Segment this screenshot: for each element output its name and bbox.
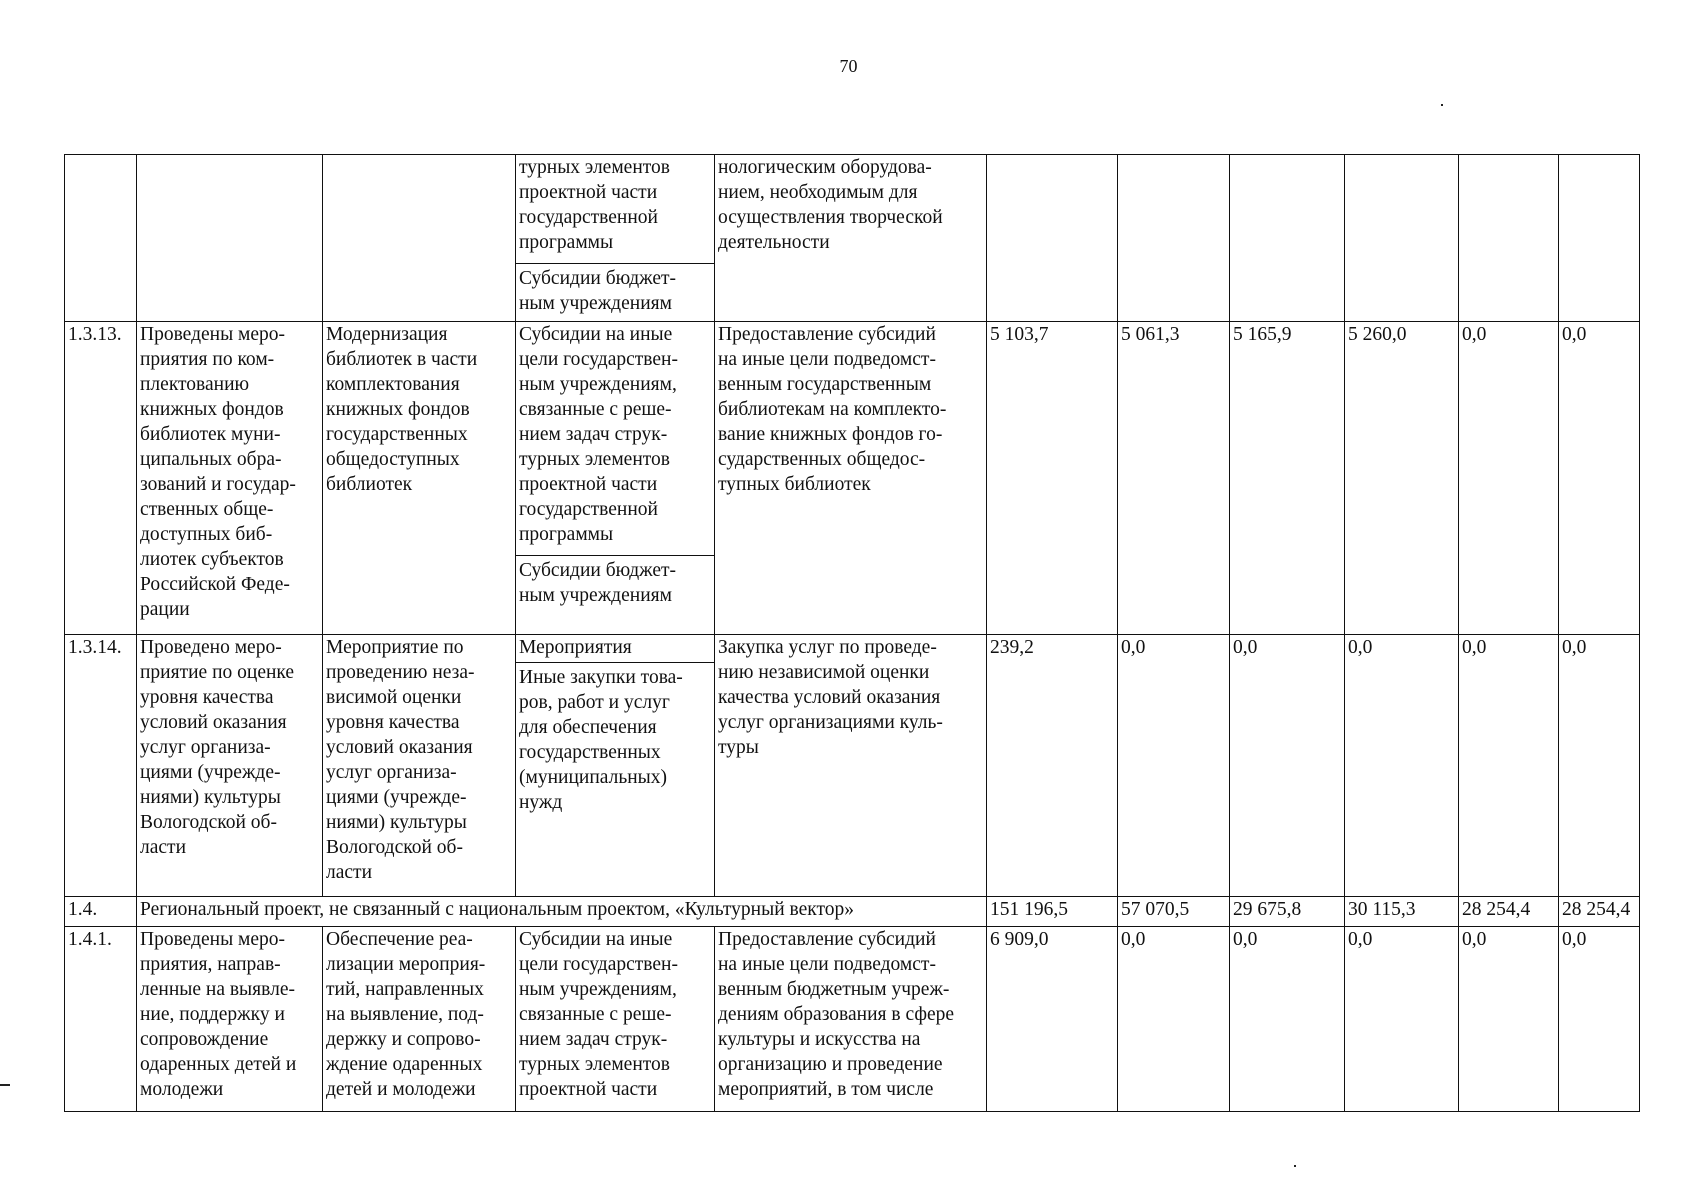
cell-value: 5 260,0: [1345, 322, 1459, 635]
cell-result: Проведены меро- приятия, направ- ленные на выявле- ние, поддержку и сопровождение одаренных детей и молодежи: [137, 927, 323, 1112]
cell-value: [1345, 155, 1459, 322]
cell-value: [1459, 155, 1559, 322]
kbk-line: Иные закупки това- ров, работ и услуг для обеспечения государственных (муниципальных) нужд: [516, 662, 714, 815]
cell-value: 0,0: [1459, 322, 1559, 635]
cell-value: 0,0: [1345, 635, 1459, 897]
cell-kbk: [516, 322, 715, 635]
cell-description: нологическим оборудова- нием, необходимым для осуществления творческой деятельности: [715, 155, 987, 322]
cell-kbk: [516, 155, 715, 322]
cell-value: 28 254,4: [1459, 897, 1559, 927]
cell-description: Предоставление субсидий на иные цели подведомст- венным государственным библиотекам на комплекто- вание книжных фондов го- сударственных общедос- тупных библиотек: [715, 322, 987, 635]
program-table: [64, 154, 1640, 1112]
cell-num: 1.3.14.: [65, 635, 137, 897]
cell-value: 0,0: [1230, 635, 1345, 897]
cell-value: 239,2: [987, 635, 1118, 897]
kbk-line: Субсидии бюджет- ным учреждениям: [516, 263, 714, 316]
cell-value: 0,0: [1345, 927, 1459, 1112]
kbk-line: турных элементов проектной части государственной программы: [519, 157, 670, 253]
cell-measure: Модернизация библиотек в части комплектования книжных фондов государственных общедоступных библиотек: [323, 322, 516, 635]
cell-result: [137, 155, 323, 322]
cell-num: 1.4.1.: [65, 927, 137, 1112]
kbk-line: Субсидии бюджет- ным учреждениям: [516, 555, 714, 608]
scan-mark: [0, 1084, 10, 1086]
cell-num: 1.4.: [65, 897, 137, 927]
cell-value: 57 070,5: [1118, 897, 1230, 927]
cell-project-title: Региональный проект, не связанный с национальным проектом, «Культурный вектор»: [137, 897, 987, 927]
cell-value: [1559, 155, 1640, 322]
cell-num: [65, 155, 137, 322]
cell-value: [1230, 155, 1345, 322]
cell-value: 30 115,3: [1345, 897, 1459, 927]
cell-value: 0,0: [1559, 927, 1640, 1112]
kbk-line: Субсидии на иные цели государствен- ным учреждениям, связанные с реше- нием задач струк- турных элементов проектной части государственной программы: [519, 324, 678, 545]
cell-num: 1.3.13.: [65, 322, 137, 635]
cell-measure: Обеспечение реа- лизации мероприя- тий, направленных на выявление, под- держку и сопрово- ждение одаренных детей и молодежи: [323, 927, 516, 1112]
cell-value: 29 675,8: [1230, 897, 1345, 927]
cell-kbk: [516, 635, 715, 897]
cell-value: [1118, 155, 1230, 322]
cell-value: 5 103,7: [987, 322, 1118, 635]
cell-value: 0,0: [1459, 635, 1559, 897]
cell-value: 0,0: [1459, 927, 1559, 1112]
cell-value: 6 909,0: [987, 927, 1118, 1112]
cell-value: 0,0: [1118, 927, 1230, 1112]
cell-value: 28 254,4: [1559, 897, 1640, 927]
cell-value: [987, 155, 1118, 322]
cell-kbk: Субсидии на иные цели государствен- ным учреждениям, связанные с реше- нием задач струк- турных элементов проектной части: [516, 927, 715, 1112]
scan-mark: [1441, 104, 1443, 106]
cell-value: 151 196,5: [987, 897, 1118, 927]
table-row: [65, 927, 1640, 1112]
table-row: [65, 322, 1640, 635]
cell-value: 5 165,9: [1230, 322, 1345, 635]
cell-value: 0,0: [1559, 635, 1640, 897]
cell-value: 0,0: [1230, 927, 1345, 1112]
kbk-line: Мероприятия: [519, 637, 632, 658]
cell-measure: Мероприятие по проведению неза- висимой оценки уровня качества условий оказания услуг организа- циями (учрежде- ниями) культуры Вологодской об- ласти: [323, 635, 516, 897]
cell-result: Проведено меро- приятие по оценке уровня качества условий оказания услуг организа- циями (учрежде- ниями) культуры Вологодской об- ласти: [137, 635, 323, 897]
cell-value: 0,0: [1559, 322, 1640, 635]
table-row: [65, 155, 1640, 322]
scan-mark: [1294, 1165, 1296, 1167]
cell-result: Проведены меро- приятия по ком- плектованию книжных фондов библиотек муни- ципальных обра- зований и государ- ственных обще- доступных биб- лиотек субъектов Российской Феде- рации: [137, 322, 323, 635]
cell-measure: [323, 155, 516, 322]
table-row: [65, 635, 1640, 897]
cell-description: Закупка услуг по проведе- нию независимой оценки качества условий оказания услуг организациями куль- туры: [715, 635, 987, 897]
cell-description: Предоставление субсидий на иные цели подведомст- венным бюджетным учреж- дениям образования в сфере культуры и искусства на организацию и проведение мероприятий, в том числе: [715, 927, 987, 1112]
cell-value: 0,0: [1118, 635, 1230, 897]
table-row: [65, 897, 1640, 927]
cell-value: 5 061,3: [1118, 322, 1230, 635]
page-number: 70: [839, 56, 858, 76]
